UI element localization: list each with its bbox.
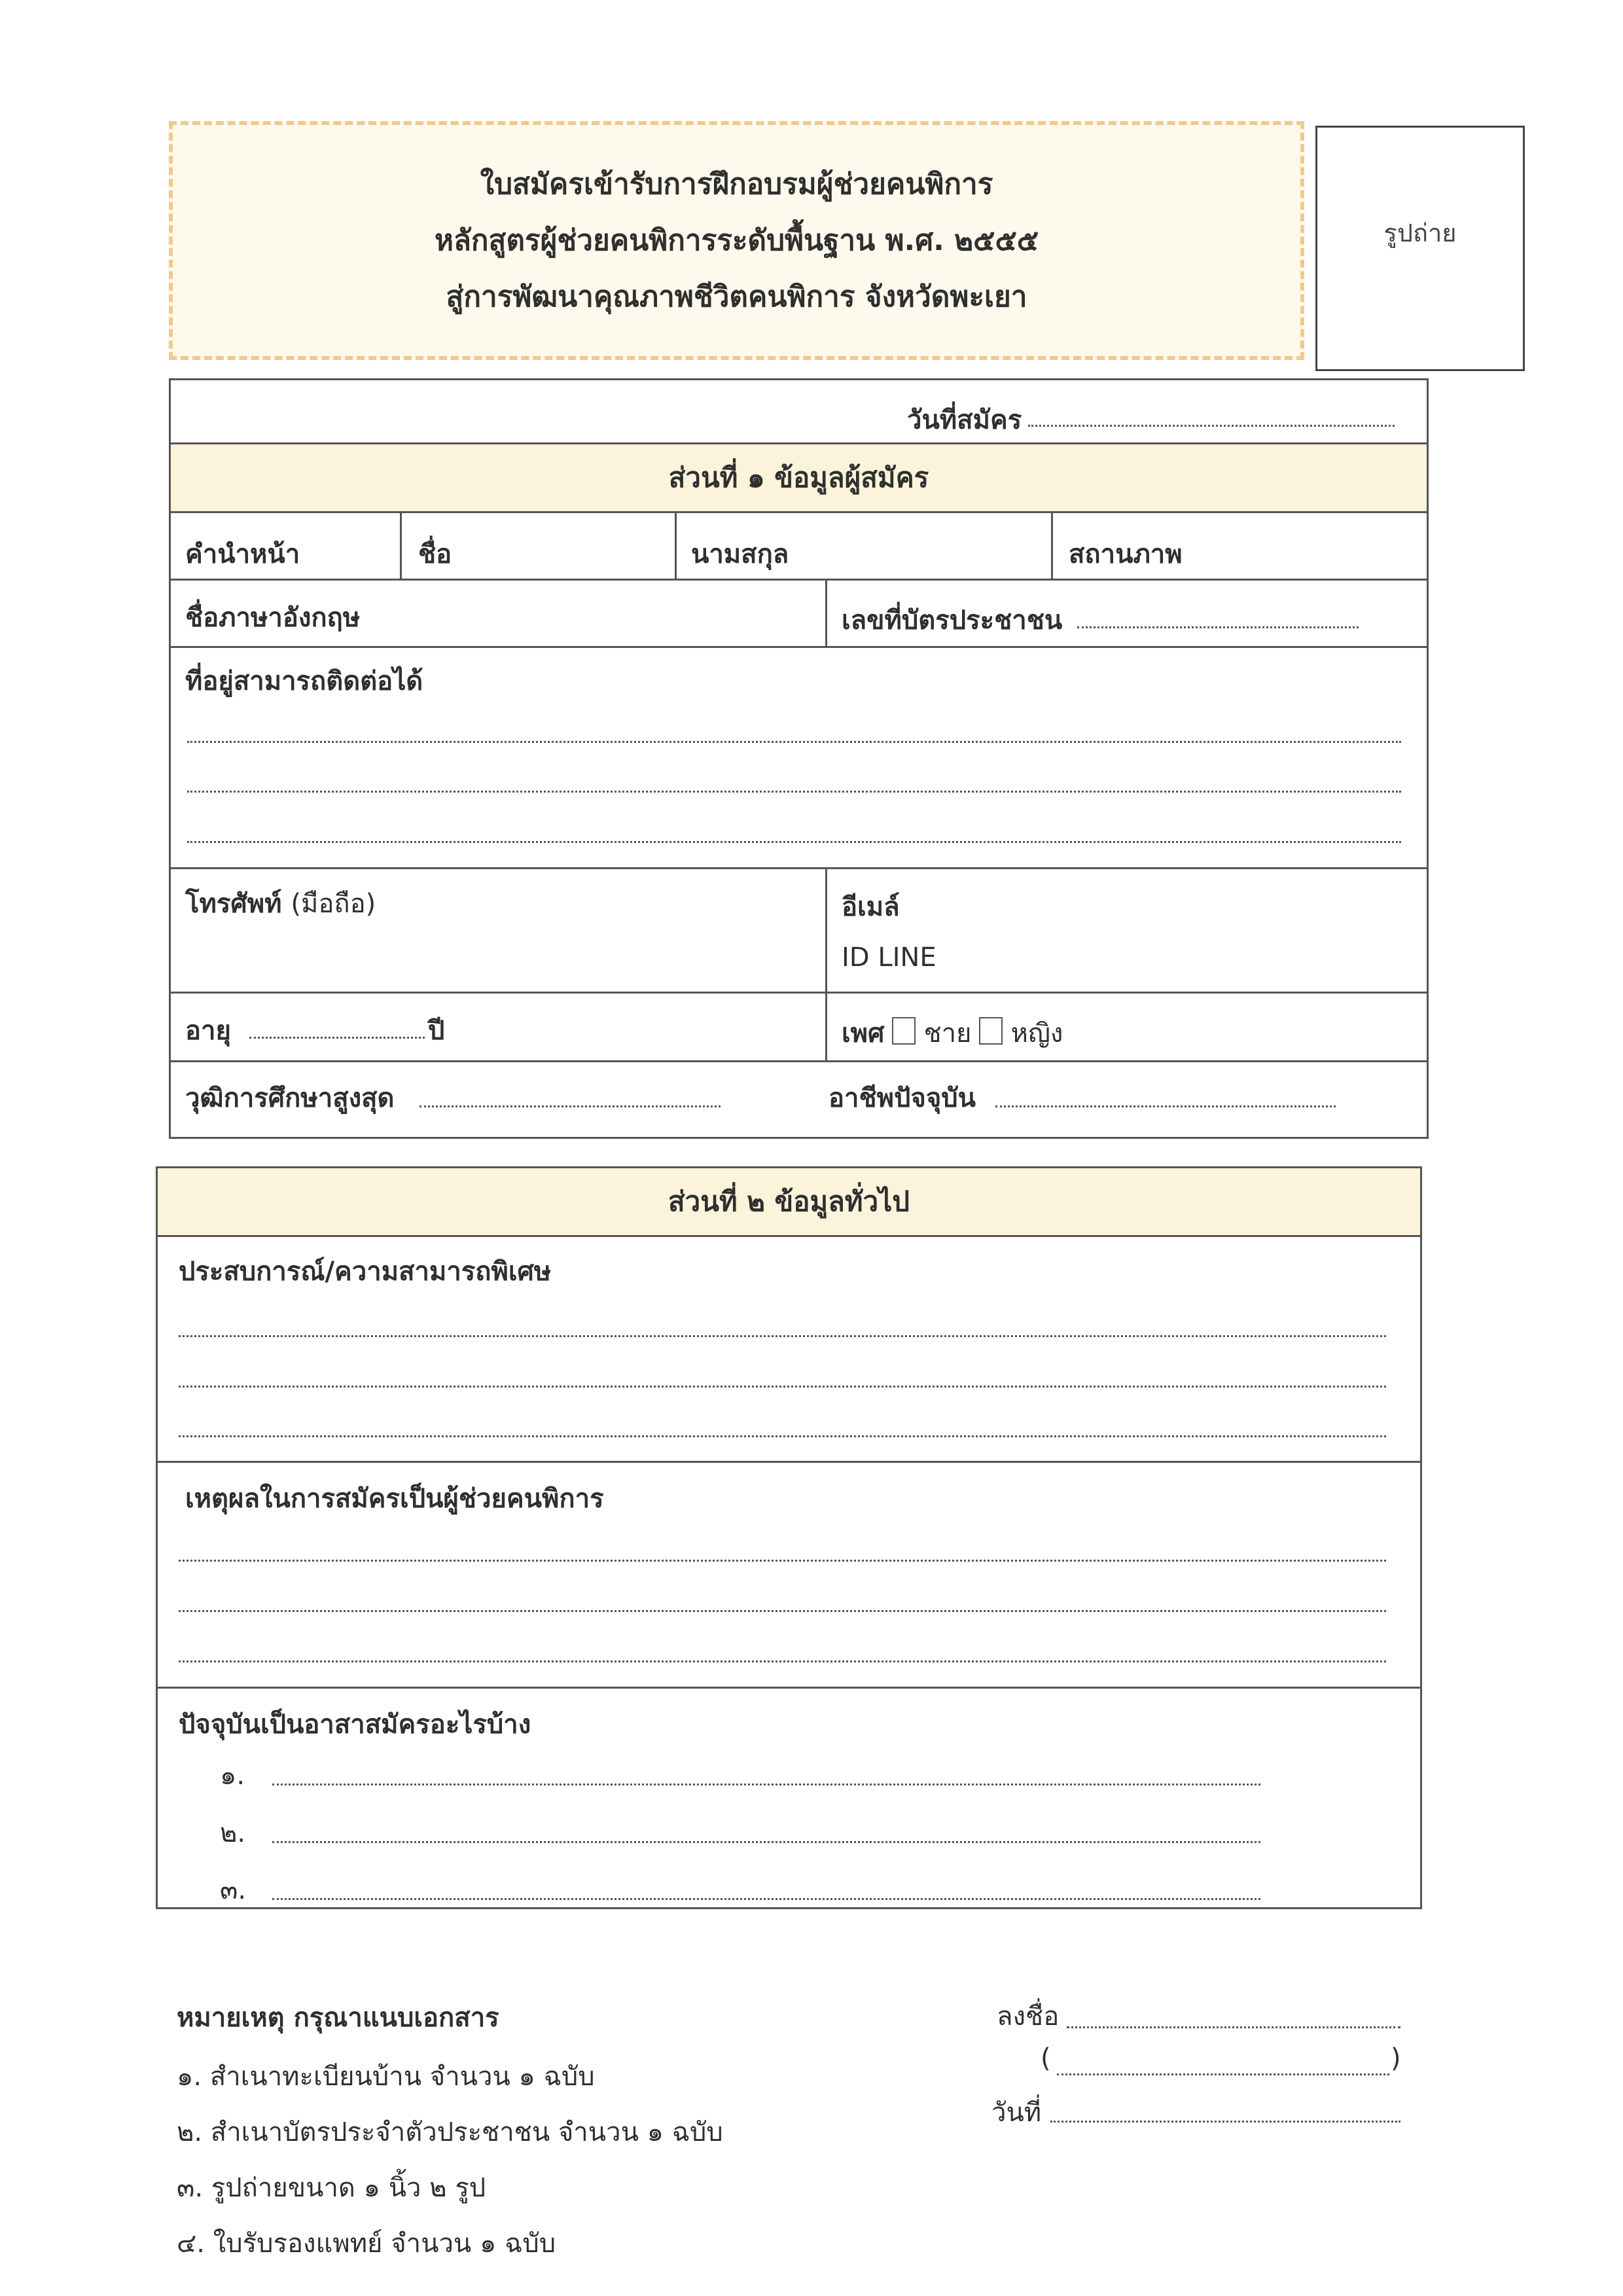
female-option-label: หญิง: [1010, 1018, 1063, 1049]
education-field[interactable]: [419, 1105, 721, 1107]
signature-label: ลงชื่อ: [997, 2001, 1060, 2032]
signature-paren-close: ): [1391, 2043, 1401, 2073]
address-row: [171, 648, 1427, 869]
application-date-label: วันที่สมัคร: [907, 405, 1022, 435]
printed-name-field[interactable]: [1057, 2073, 1389, 2075]
age-unit: ปี: [428, 1016, 445, 1046]
volunteer-item-1-number: ๑.: [220, 1761, 245, 1791]
section-2-title-bar: [158, 1168, 1420, 1237]
age-gender-row: [171, 994, 1427, 1062]
phone-label: โทรศัพท์ (มือถือ): [185, 889, 376, 919]
header-title-line-2: หลักสูตรผู้ช่วยคนพิการระดับพื้นฐาน พ.ศ. ๒๕๕๕: [434, 223, 1039, 257]
volunteer-item-2-field[interactable]: [272, 1841, 1260, 1843]
english-name-label: ชื่อภาษาอังกฤษ: [185, 603, 361, 633]
line-id-label: ID LINE: [842, 942, 936, 973]
reason-line-2[interactable]: [179, 1610, 1386, 1612]
reason-row: [158, 1463, 1420, 1689]
section-1-form: [169, 378, 1429, 1139]
id-card-field[interactable]: [1077, 626, 1359, 628]
notes-title: หมายเหตุ กรุณาแนบเอกสาร: [177, 2003, 499, 2033]
form-header: [169, 121, 1304, 360]
signature-field[interactable]: [1067, 2026, 1400, 2028]
address-line-2[interactable]: [187, 791, 1401, 793]
email-label: อีเมล์: [842, 892, 900, 922]
signature-block: [991, 1990, 1417, 2134]
header-title-line-1: ใบสมัครเข้ารับการฝึกอบรมผู้ช่วยคนพิการ: [480, 167, 993, 201]
notes-block: [177, 1996, 962, 2271]
occupation-field[interactable]: [995, 1105, 1336, 1107]
email-divider: [825, 869, 827, 992]
volunteer-item-3-number: ๓.: [220, 1875, 247, 1905]
first-name-label: ชื่อ: [418, 539, 452, 569]
english-name-row: [171, 581, 1427, 648]
status-divider: [1051, 513, 1053, 579]
section-1-title: ส่วนที่ ๑ ข้อมูลผู้สมัคร: [668, 461, 929, 493]
gender-group: [842, 1012, 1063, 1054]
note-item-4: ๔. ใบรับรองแพทย์ จำนวน ๑ ฉบับ: [177, 2229, 556, 2259]
prefix-label: คำนำหน้า: [185, 539, 300, 569]
phone-note: (มือถือ): [291, 889, 376, 919]
surname-divider: [675, 513, 677, 579]
volunteer-item-1-field[interactable]: [272, 1784, 1260, 1785]
photo-label: รูปถ่าย: [1383, 219, 1457, 247]
education-label: วุฒิการศึกษาสูงสุด: [185, 1083, 395, 1113]
application-date-field[interactable]: [1028, 425, 1395, 427]
education-row: [171, 1062, 1427, 1137]
note-item-2: ๒. สำเนาบัตรประจำตัวประชาชน จำนวน ๑ ฉบับ: [177, 2117, 723, 2147]
name-divider: [400, 513, 402, 579]
surname-label: นามสกุล: [691, 539, 789, 569]
experience-line-2[interactable]: [179, 1386, 1386, 1388]
signature-date-label: วันที่: [991, 2098, 1042, 2128]
address-label: ที่อยู่สามารถติดต่อได้: [185, 666, 423, 696]
id-card-divider: [825, 581, 827, 646]
experience-line-3[interactable]: [179, 1435, 1386, 1437]
section-2-form: [156, 1166, 1422, 1909]
volunteer-item-2-number: ๒.: [220, 1818, 246, 1848]
gender-label: เพศ: [842, 1018, 885, 1049]
experience-row: [158, 1237, 1420, 1463]
signature-date-field[interactable]: [1050, 2121, 1400, 2123]
reason-label: เหตุผลในการสมัครเป็นผู้ช่วยคนพิการ: [185, 1484, 604, 1514]
male-option-label: ชาย: [923, 1018, 972, 1049]
age-field[interactable]: [249, 1037, 425, 1039]
experience-line-1[interactable]: [179, 1335, 1386, 1337]
id-card-label: เลขที่บัตรประชาชน: [842, 605, 1063, 636]
volunteer-row: [158, 1689, 1420, 1911]
header-title-line-3: สู่การพัฒนาคุณภาพชีวิตคนพิการ จังหวัดพะเยา: [446, 279, 1027, 314]
status-label: สถานภาพ: [1069, 539, 1183, 569]
male-checkbox[interactable]: [892, 1017, 916, 1045]
age-label: อายุ: [185, 1016, 231, 1046]
signature-paren-open: (: [1041, 2043, 1051, 2073]
address-line-3[interactable]: [187, 841, 1401, 843]
note-item-1: ๑. สำเนาทะเบียนบ้าน จำนวน ๑ ฉบับ: [177, 2062, 595, 2092]
name-row: [171, 513, 1427, 581]
reason-line-1[interactable]: [179, 1560, 1386, 1562]
application-date-row: [171, 380, 1427, 444]
reason-line-3[interactable]: [179, 1660, 1386, 1662]
gender-divider: [825, 994, 827, 1060]
photo-placeholder: [1315, 126, 1525, 371]
address-line-1[interactable]: [187, 741, 1401, 743]
occupation-label: อาชีพปัจจุบัน: [829, 1083, 976, 1113]
note-item-3: ๓. รูปถ่ายขนาด ๑ นิ้ว ๒ รูป: [177, 2173, 486, 2203]
section-1-title-bar: [171, 444, 1427, 513]
contact-row: [171, 869, 1427, 994]
section-2-title: ส่วนที่ ๒ ข้อมูลทั่วไป: [668, 1185, 910, 1217]
volunteer-item-3-field[interactable]: [272, 1898, 1260, 1900]
volunteer-label: ปัจจุบันเป็นอาสาสมัครอะไรบ้าง: [179, 1710, 531, 1740]
experience-label: ประสบการณ์/ความสามารถพิเศษ: [179, 1257, 552, 1287]
female-checkbox[interactable]: [979, 1017, 1003, 1045]
